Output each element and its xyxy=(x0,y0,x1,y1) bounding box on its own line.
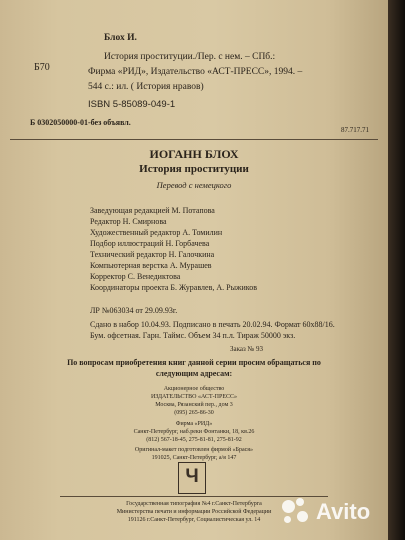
address-line: Оригинал-макет подготовлен фирмой «Брася» xyxy=(134,447,254,453)
address-line: Акционерное общество xyxy=(163,386,225,392)
address-line: (812) 567-18-45, 275-81-81, 275-81-92 xyxy=(146,437,242,443)
inquiry-line1: По вопросам приобретения книг данной серии просим обращаться по xyxy=(67,358,321,367)
license: ЛР №063034 от 29.09.93г. xyxy=(90,306,178,315)
credit-line: Редактор Н. Смирнова xyxy=(90,217,167,226)
print-specs: Бум. офсетная. Гарн. Таймс. Объем 34 п.л. Тираж 50000 экз. xyxy=(90,331,296,340)
address-line: Государственная типография №4 г.Санкт-Петербурга xyxy=(126,501,262,507)
print-dates: Сдано в набор 10.04.93. Подписано в печать 20.02.94. Формат 60х88/16. xyxy=(90,320,335,329)
credit-line: Художественный редактор А. Томилин xyxy=(90,228,223,237)
catalog-isbn: ISBN 5-85089-049-1 xyxy=(88,99,176,110)
credit-line: Технический редактор Н. Галочкина xyxy=(90,250,215,259)
address-line: 191126 г.Санкт-Петербург, Социалистическая ул. 14 xyxy=(127,517,261,523)
layout-note xyxy=(0,446,388,462)
divider xyxy=(10,139,378,140)
watermark-text: Avito xyxy=(316,499,371,524)
catalog-bbk: 87.717.71 xyxy=(341,126,369,134)
credit-line: Компьютерная верстка А. Мурашев xyxy=(90,261,212,270)
address-line: Фирма «РИД» xyxy=(175,421,213,427)
rid-address xyxy=(0,420,388,444)
catalog-pages-line: 544 с.: ил. ( История нравов) xyxy=(88,82,204,92)
credit-line: Заведующая редакцией М. Потапова xyxy=(90,206,215,215)
catalog-number: Б 0302050000-01-без объявл. xyxy=(30,118,131,127)
publishing-info xyxy=(90,305,335,341)
credit-line: Координаторы проекта Б. Журавлев, А. Рыжиков xyxy=(90,283,258,292)
book-author: ИОГАНН БЛОХ xyxy=(149,147,239,161)
book-translation: Перевод с немецкого xyxy=(156,180,232,190)
order-number: Заказ № 93 xyxy=(230,345,263,353)
catalog-publisher-line: Фирма «РИД», Издательство «АСТ-ПРЕСС», 1994. – xyxy=(88,67,303,77)
avito-watermark xyxy=(278,496,382,528)
address-line: Москва, Рязанский пер., дом 3 xyxy=(155,402,233,408)
book-title: История проституции xyxy=(139,163,249,175)
address-line: Санкт-Петербург, наб.реки Фонтанки, 18, кв.26 xyxy=(133,429,255,435)
ast-address xyxy=(0,385,388,417)
address-line: Министерства печати и информации Российской Федерации xyxy=(116,509,272,515)
inquiry-line2: следующим адресам: xyxy=(155,369,233,378)
catalog-title-line: История проституции./Пер. с нем. – СПб.: xyxy=(104,52,276,62)
page-edge xyxy=(388,0,405,540)
catalog-author: Блох И. xyxy=(104,33,137,43)
credit-line: Подбор иллюстраций Н. Горбачева xyxy=(90,239,210,248)
address-line: ИЗДАТЕЛЬСТВО «АСТ-ПРЕСС» xyxy=(150,394,238,400)
avito-logo-icon xyxy=(278,496,310,528)
printer-logo-glyph: Ч xyxy=(185,466,199,487)
credits-list xyxy=(90,205,257,293)
address-line: (095) 265-86-30 xyxy=(174,410,214,416)
address-line: 191025, Санкт-Петербург, а/я 147 xyxy=(151,455,237,461)
printer-logo-icon xyxy=(178,462,206,494)
credit-line: Корректор С. Венедиктова xyxy=(90,272,181,281)
catalog-code: Б70 xyxy=(34,62,50,73)
